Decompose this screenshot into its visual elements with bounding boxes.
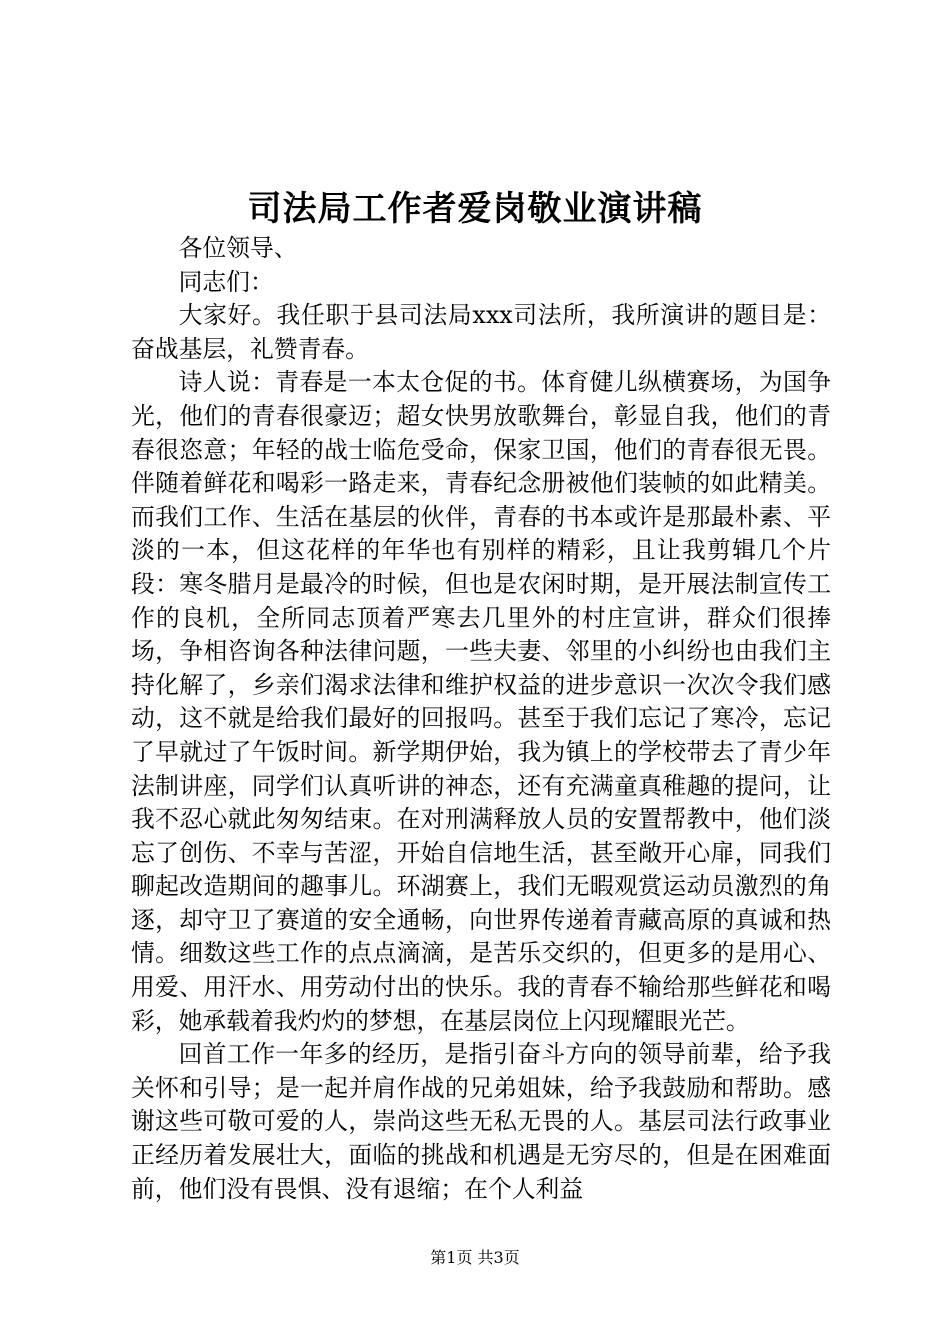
- salutation-comrades: 同志们：: [178, 267, 274, 296]
- paragraph-review: 回首工作一年多的经历，是指引奋斗方向的领导前辈，给予我关怀和引导；是一起并肩作战的兄弟姐妹，给予我鼓励和帮助。感谢这些可敬可爱的人，崇尚这些无私无畏的人。基层司法行政事业正经历着发展壮大，面临的挑战和机遇是无穷尽的，但是在困难面前，他们没有畏惧、没有退缩；在个人利益: [131, 1040, 831, 1203]
- page-footer: 第1页 共3页: [430, 1248, 520, 1267]
- paragraph-intro: 大家好。我任职于县司法局xxx司法所，我所演讲的题目是：奋战基层，礼赞青春。: [131, 301, 831, 363]
- document-body: [131, 232, 831, 1206]
- salutation-leaders: 各位领导、: [178, 234, 298, 262]
- paragraph-youth: 诗人说：青春是一本太仓促的书。体育健儿纵横赛场，为国争光，他们的青春很豪迈；超女快男放歌舞台，彰显自我，他们的青春很恣意；年轻的战士临危受命，保家卫国，他们的青春很无畏。伴随着鲜花和喝彩一路走来，青春纪念册被他们装帧的如此精美。而我们工作、生活在基层的伙伴，青春的书本或许是那最朴素、平淡的一本，但这花样的年华也有别样的精彩，且让我剪辑几个片段：寒冬腊月是最冷的时候，但也是农闲时期，是开展法制宣传工作的良机，全所同志顶着严寒去几里外的村庄宣讲，群众们很捧场，争相咨询各种法律问题，一些夫妻、邻里的小纠纷也由我们主持化解了，乡亲们渴求法律和维护权益的进步意识一次次令我们感动，这不就是给我们最好的回报吗。甚至于我们忘记了寒冷，忘记了早就过了午饭时间。新学期伊始，我为镇上的学校带去了青少年法制讲座，同学们认真听讲的神态，还有充满童真稚趣的提问，让我不忍心就此匆匆结束。在对刑满释放人员的安置帮教中，他们淡忘了创伤、不幸与苦涩，开始自信地生活，甚至敞开心扉，同我们聊起改造期间的趣事儿。环湖赛上，我们无暇观赏运动员激烈的角逐，却守卫了赛道的安全通畅，向世界传递着青藏高原的真诚和热情。细数这些工作的点点滴滴，是苦乐交织的，但更多的是用心、用爱、用汗水、用劳动付出的快乐。我的青春不输给那些鲜花和喝彩，她承载着我灼灼的梦想，在基层岗位上闪现耀眼光芒。: [131, 368, 831, 1035]
- document-title: 司法局工作者爱岗敬业演讲稿: [247, 189, 703, 229]
